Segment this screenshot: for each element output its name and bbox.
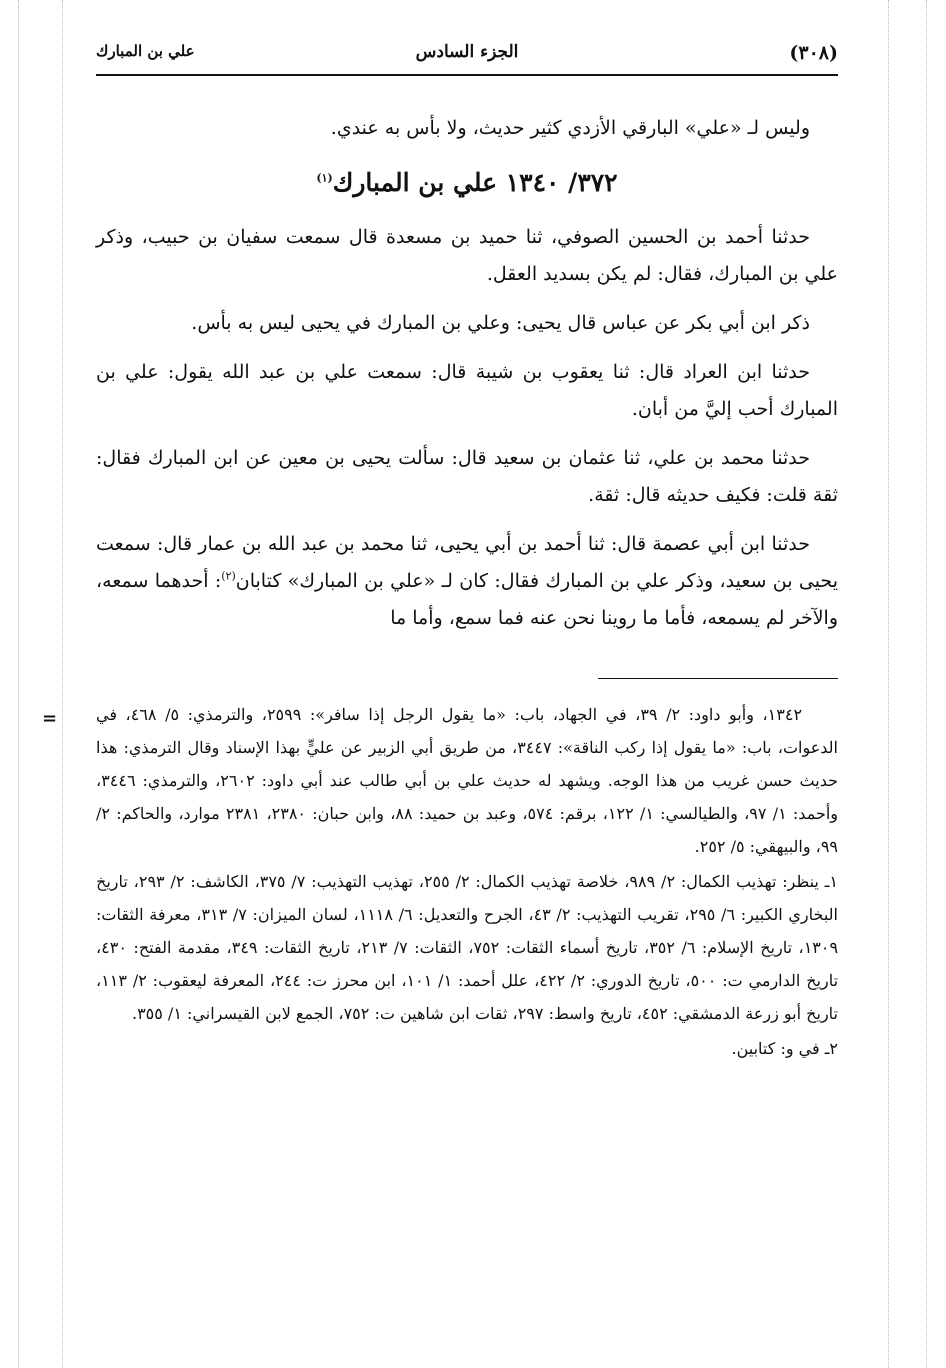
paragraph: حدثنا محمد بن علي، ثنا عثمان بن سعيد قال: سألت يحيى بن معين عن ابن المبارك فقال: ثقة قلت: فكيف حديثه قال: ثقة. bbox=[96, 447, 838, 506]
entry-title-text: ٣٧٢/ ١٣٤٠ علي بن المبارك bbox=[332, 168, 618, 197]
paragraph-part: : أحدهما سمعه، والآخر لم يسمعه، فأما ما روينا نحن عنه فما سمع، وأما ما bbox=[96, 570, 838, 629]
footnote-1: ١ـ ينظر: تهذيب الكمال: ٢/ ٩٨٩، خلاصة تهذيب الكمال: ٢/ ٢٥٥، تهذيب التهذيب: ٧/ ٣٧٥، الكاشف: ٢/ ٢٩٣، تاريخ البخاري الكبير: ٦/ ٢٩٥، تقريب التهذيب: ٢/ ٤٣، الجرح والتعديل: ٦/ ١١١٨، لسان الميزان: ٧/ ٣١٣، معرفة الثقات: ١٣٠٩، تاريخ الإسلام: ٦/ ٣٥٢، تاريخ أسماء الثقات: ٧٥٢، الثقات: ٧/ ٢١٣، تاريخ الثقات: ٣٤٩، مقدمة الفتح: ٤٣٠، تاريخ الدارمي ت: ٥٠٠، تاريخ الدوري: ٢/ ٤٢٢، علل أحمد: ١/ ١٠١، ابن محرز ت: ٢٤٤، المعرفة ليعقوب: ٢/ ١١٣، تاريخ أبو زرعة الدمشقي: ٤٥٢، تاريخ واسط: ٢٩٧، ثقات ابن شاهين ت: ٧٥٢، الجمع لابن القيسراني: ١/ ٣٥٥. bbox=[96, 872, 839, 1023]
footnote-continued: ١٣٤٢، وأبو داود: ٢/ ٣٩، في الجهاد، باب: «ما يقول الرجل إذا سافر»: ٢٥٩٩، والترمذي: ٥/ ٤٦٨، في الدعوات، باب: «ما يقول إذا ركب الناقة»: ٣٤٤٧، من طريق أبي الزبير عن عليٍّ بهذا الإسناد وقال الترمذي: هذا حديث حسن غريب من هذا الوجه. ويشهد له حديث علي بن أبي طالب عند أبي داود: ٢٦٠٢، والترمذي: ٣٤٤٦، وأحمد: ١/ ٩٧، والطيالسي: ١/ ١٢٢، برقم: ٥٧٤، وعبد بن حميد: ٨٨، وابن حبان: ٢٣٨٠، ٢٣٨١ موارد، والحاكم: ٢/ ٩٩، والبيهقي: ٥/ ٢٥٢. bbox=[96, 705, 839, 856]
paragraph-part: حدثنا ابن أبي عصمة قال: ثنا أحمد بن أبي يحيى، ثنا محمد بن عبد الله بن عمار قال: سمعت يحيى بن سعيد، وذكر علي بن المبارك فقال: كان لـ «علي بن المبارك» كتابان bbox=[96, 533, 838, 592]
intro-paragraph: وليس لـ «علي» البارقي الأزدي كثير حديث، ولا بأس به عندي. bbox=[330, 117, 810, 139]
running-header bbox=[96, 36, 838, 76]
footnotes bbox=[96, 698, 838, 1067]
paragraph bbox=[96, 526, 838, 637]
volume-title: الجزء السادس bbox=[415, 42, 519, 62]
footnote-ref-2: (٢) bbox=[221, 569, 236, 583]
footnote-separator bbox=[598, 678, 838, 679]
scan-dotted-line bbox=[18, 0, 19, 1368]
scan-dotted-line bbox=[62, 0, 63, 1368]
book-page bbox=[42, 36, 839, 1336]
entry-running-title: علي بن المبارك bbox=[96, 42, 195, 60]
scan-dotted-line bbox=[888, 0, 889, 1368]
paragraph: حدثنا ابن العراد قال: ثنا يعقوب بن شيبة قال: سمعت علي بن عبد الله يقول: علي بن المبارك أحب إليَّ من أبان. bbox=[96, 361, 838, 420]
main-text bbox=[96, 110, 838, 649]
footnote-ref-1: (١) bbox=[316, 171, 333, 185]
paragraph: ذكر ابن أبي بكر عن عباس قال يحيى: وعلي بن المبارك في يحيى ليس به بأس. bbox=[191, 312, 810, 334]
page-number: (٣٠٨) bbox=[789, 42, 838, 64]
scan-dotted-line bbox=[926, 0, 927, 1368]
entry-title bbox=[96, 161, 838, 205]
paragraph: حدثنا أحمد بن الحسين الصوفي، ثنا حميد بن مسعدة قال سمعت سفيان بن حبيب، وذكر علي بن المبارك، فقال: لم يكن بسديد العقل. bbox=[96, 226, 838, 285]
footnote-2: ٢ـ في و: كتابين. bbox=[731, 1039, 838, 1058]
continuation-mark: = bbox=[42, 708, 58, 729]
